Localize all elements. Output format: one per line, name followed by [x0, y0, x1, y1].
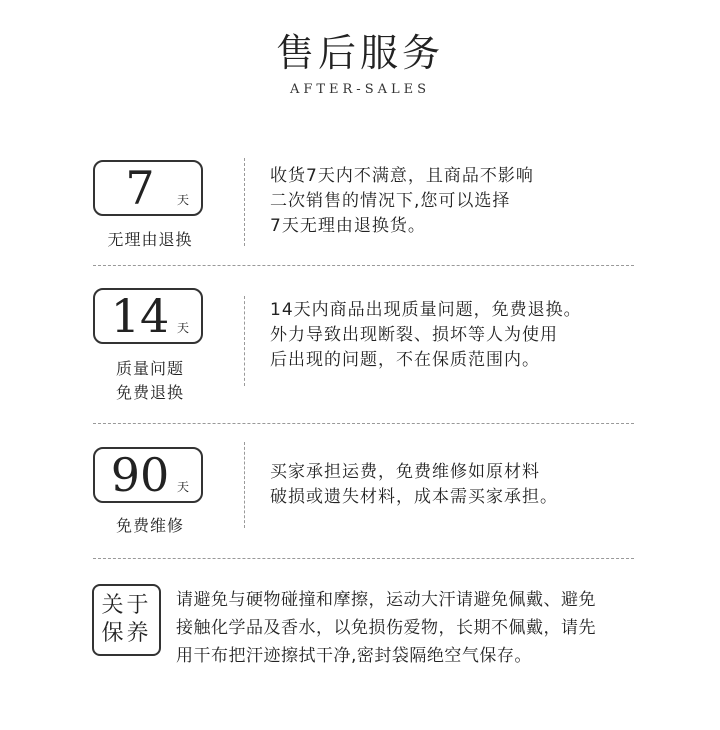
days-number: 90 [110, 448, 170, 502]
policy-description [270, 298, 630, 373]
policy-label-line: 免费退换 [115, 383, 184, 402]
days-badge [93, 160, 203, 216]
policy-label [80, 514, 220, 538]
days-number: 14 [110, 289, 170, 343]
description-line: 破损或遗失材料，成本需买家承担。 [270, 487, 558, 507]
description-line: 二次销售的情况下,您可以选择 [270, 191, 511, 211]
section-divider [93, 423, 634, 424]
divider [244, 296, 245, 386]
policy-description [270, 460, 630, 510]
description-line: 14天内商品出现质量问题，免费退换。 [270, 300, 582, 320]
policy-label-line: 质量问题 [115, 359, 184, 378]
page-subtitle: AFTER-SALES [289, 82, 431, 97]
section-divider [93, 265, 634, 266]
policy-label [80, 357, 220, 405]
divider [244, 442, 245, 528]
care-title-line: 保养 [101, 621, 152, 646]
section-divider [93, 558, 634, 559]
care-title-box [92, 584, 161, 656]
description-line: 后出现的问题，不在保质范围内。 [270, 350, 540, 370]
description-line: 收货7天内不满意，且商品不影响 [270, 166, 534, 186]
description-line: 买家承担运费，免费维修如原材料 [270, 462, 540, 482]
page-title: 售后服务 [275, 31, 444, 75]
days-unit: 天 [176, 193, 189, 207]
days-number: 7 [125, 161, 155, 215]
days-badge [93, 288, 203, 344]
days-badge [93, 447, 203, 503]
days-unit: 天 [176, 321, 189, 335]
policy-label-line: 无理由退换 [107, 230, 193, 249]
care-description [176, 586, 646, 670]
days-unit: 天 [176, 480, 189, 494]
care-title-line: 关于 [101, 593, 152, 618]
policy-label [80, 228, 220, 252]
care-line: 接触化学品及香水，以免损伤爱物，长期不佩戴，请先 [176, 618, 596, 638]
care-line: 用干布把汗迹擦拭干净,密封袋隔绝空气保存。 [176, 646, 532, 666]
policy-label-line: 免费维修 [115, 516, 184, 535]
policy-description [270, 164, 630, 239]
description-line: 外力导致出现断裂、损坏等人为使用 [270, 325, 558, 345]
divider [244, 158, 245, 246]
description-line: 7天无理由退换货。 [270, 216, 426, 236]
care-line: 请避免与硬物碰撞和摩擦，运动大汗请避免佩戴、避免 [176, 590, 596, 610]
